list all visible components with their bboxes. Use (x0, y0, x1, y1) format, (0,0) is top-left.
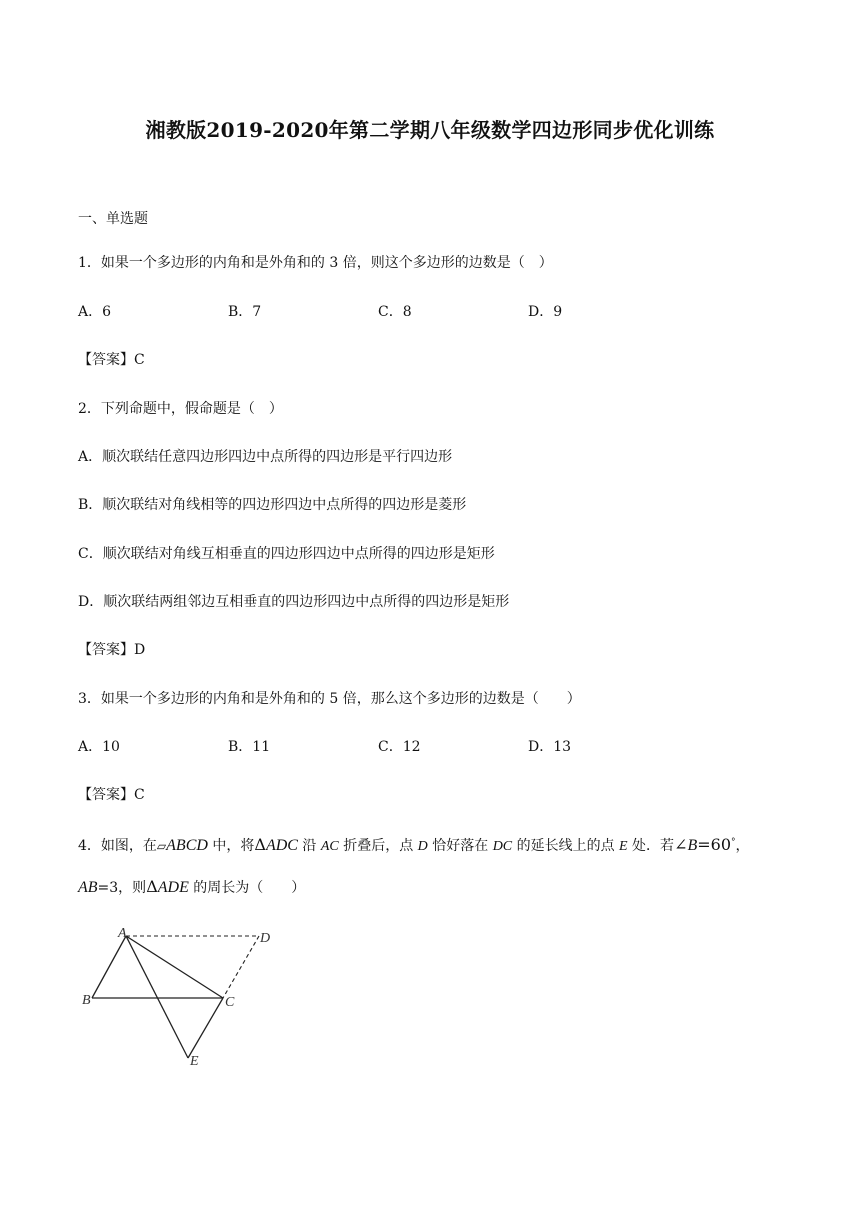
q1-option-a: A．6 (78, 304, 112, 320)
question-3-stem: 3．如果一个多边形的内角和是外角和的 5 倍，那么这个多边形的边数是（ ） (78, 691, 581, 707)
label-d: D (260, 931, 271, 946)
triangle-symbol: Δ (254, 835, 266, 854)
label-e: E (190, 1054, 199, 1069)
q1-option-c: C．8 (378, 304, 412, 320)
q4-var-abcd: ABCD (166, 837, 208, 854)
q4-text: 中，将 (207, 838, 255, 854)
q4-geometry-figure (70, 918, 300, 1076)
q4-text: 折叠后，点 (338, 838, 418, 854)
segment-ac (126, 936, 223, 998)
q4-var-d: D (417, 839, 428, 854)
q2-answer: 【答案】D (78, 642, 146, 658)
q4-text: 沿 (297, 838, 321, 854)
q4-var-adc: ADC (265, 837, 298, 854)
q4-text: 4．如图，在 (78, 838, 157, 854)
q2-option-c: C．顺次联结对角线互相垂直的四边形四边中点所得的四边形是矩形 (78, 546, 495, 562)
q4-text: 恰好落在 (427, 838, 493, 854)
q4-text: 处．若 (627, 838, 675, 854)
q1-option-b: B．7 (228, 304, 262, 320)
q2-option-a: A．顺次联结任意四边形四边中点所得的四边形是平行四边形 (78, 449, 453, 465)
label-a: A (118, 926, 127, 941)
page-title: 湘教版2019-2020年第二学期八年级数学四边形同步优化训练 (145, 118, 715, 142)
q1-option-d: D．9 (528, 304, 563, 320)
q4-var-ab: AB (78, 879, 98, 896)
q4-text: 的周长为（ ） (188, 880, 306, 896)
q4-var-b: B (687, 837, 698, 854)
question-4-stem-line-1 (78, 835, 750, 855)
q4-text: =60 (697, 835, 732, 854)
q4-var-ac: AC (320, 839, 339, 854)
parallelogram-icon: ▱ (156, 839, 167, 853)
q4-var-e: E (619, 839, 628, 854)
question-2-stem: 2．下列命题中，假命题是（ ） (78, 401, 283, 417)
q4-text: =3，则 (97, 880, 147, 896)
segment-ab (92, 936, 126, 998)
q4-var-dc: DC (492, 839, 513, 854)
q4-var-ade: ADE (157, 879, 189, 896)
q3-option-c: C．12 (378, 739, 421, 755)
segment-dc-dashed (223, 936, 259, 998)
q4-text: 的延长线上的点 (512, 838, 620, 854)
q3-answer: 【答案】C (78, 787, 145, 803)
q2-option-d: D．顺次联结两组邻边互相垂直的四边形四边中点所得的四边形是矩形 (78, 594, 510, 610)
triangle-symbol: Δ (146, 877, 158, 896)
q3-option-d: D．13 (528, 739, 572, 755)
q1-answer: 【答案】C (78, 352, 145, 368)
degree-symbol: ° (731, 837, 736, 848)
question-4-stem-line-2 (78, 877, 305, 897)
segment-ae (126, 936, 188, 1058)
label-b: B (82, 993, 91, 1008)
q3-option-b: B．11 (228, 739, 271, 755)
question-1-stem: 1．如果一个多边形的内角和是外角和的 3 倍，则这个多边形的边数是（ ） (78, 255, 553, 271)
q3-option-a: A．10 (78, 739, 120, 755)
segment-ce (188, 998, 223, 1058)
angle-symbol: ∠ (674, 835, 688, 854)
section-heading: 一、单选题 (78, 211, 148, 227)
q4-text: ， (735, 838, 750, 854)
q2-option-b: B．顺次联结对角线相等的四边形四边中点所得的四边形是菱形 (78, 497, 467, 513)
label-c: C (225, 995, 235, 1010)
